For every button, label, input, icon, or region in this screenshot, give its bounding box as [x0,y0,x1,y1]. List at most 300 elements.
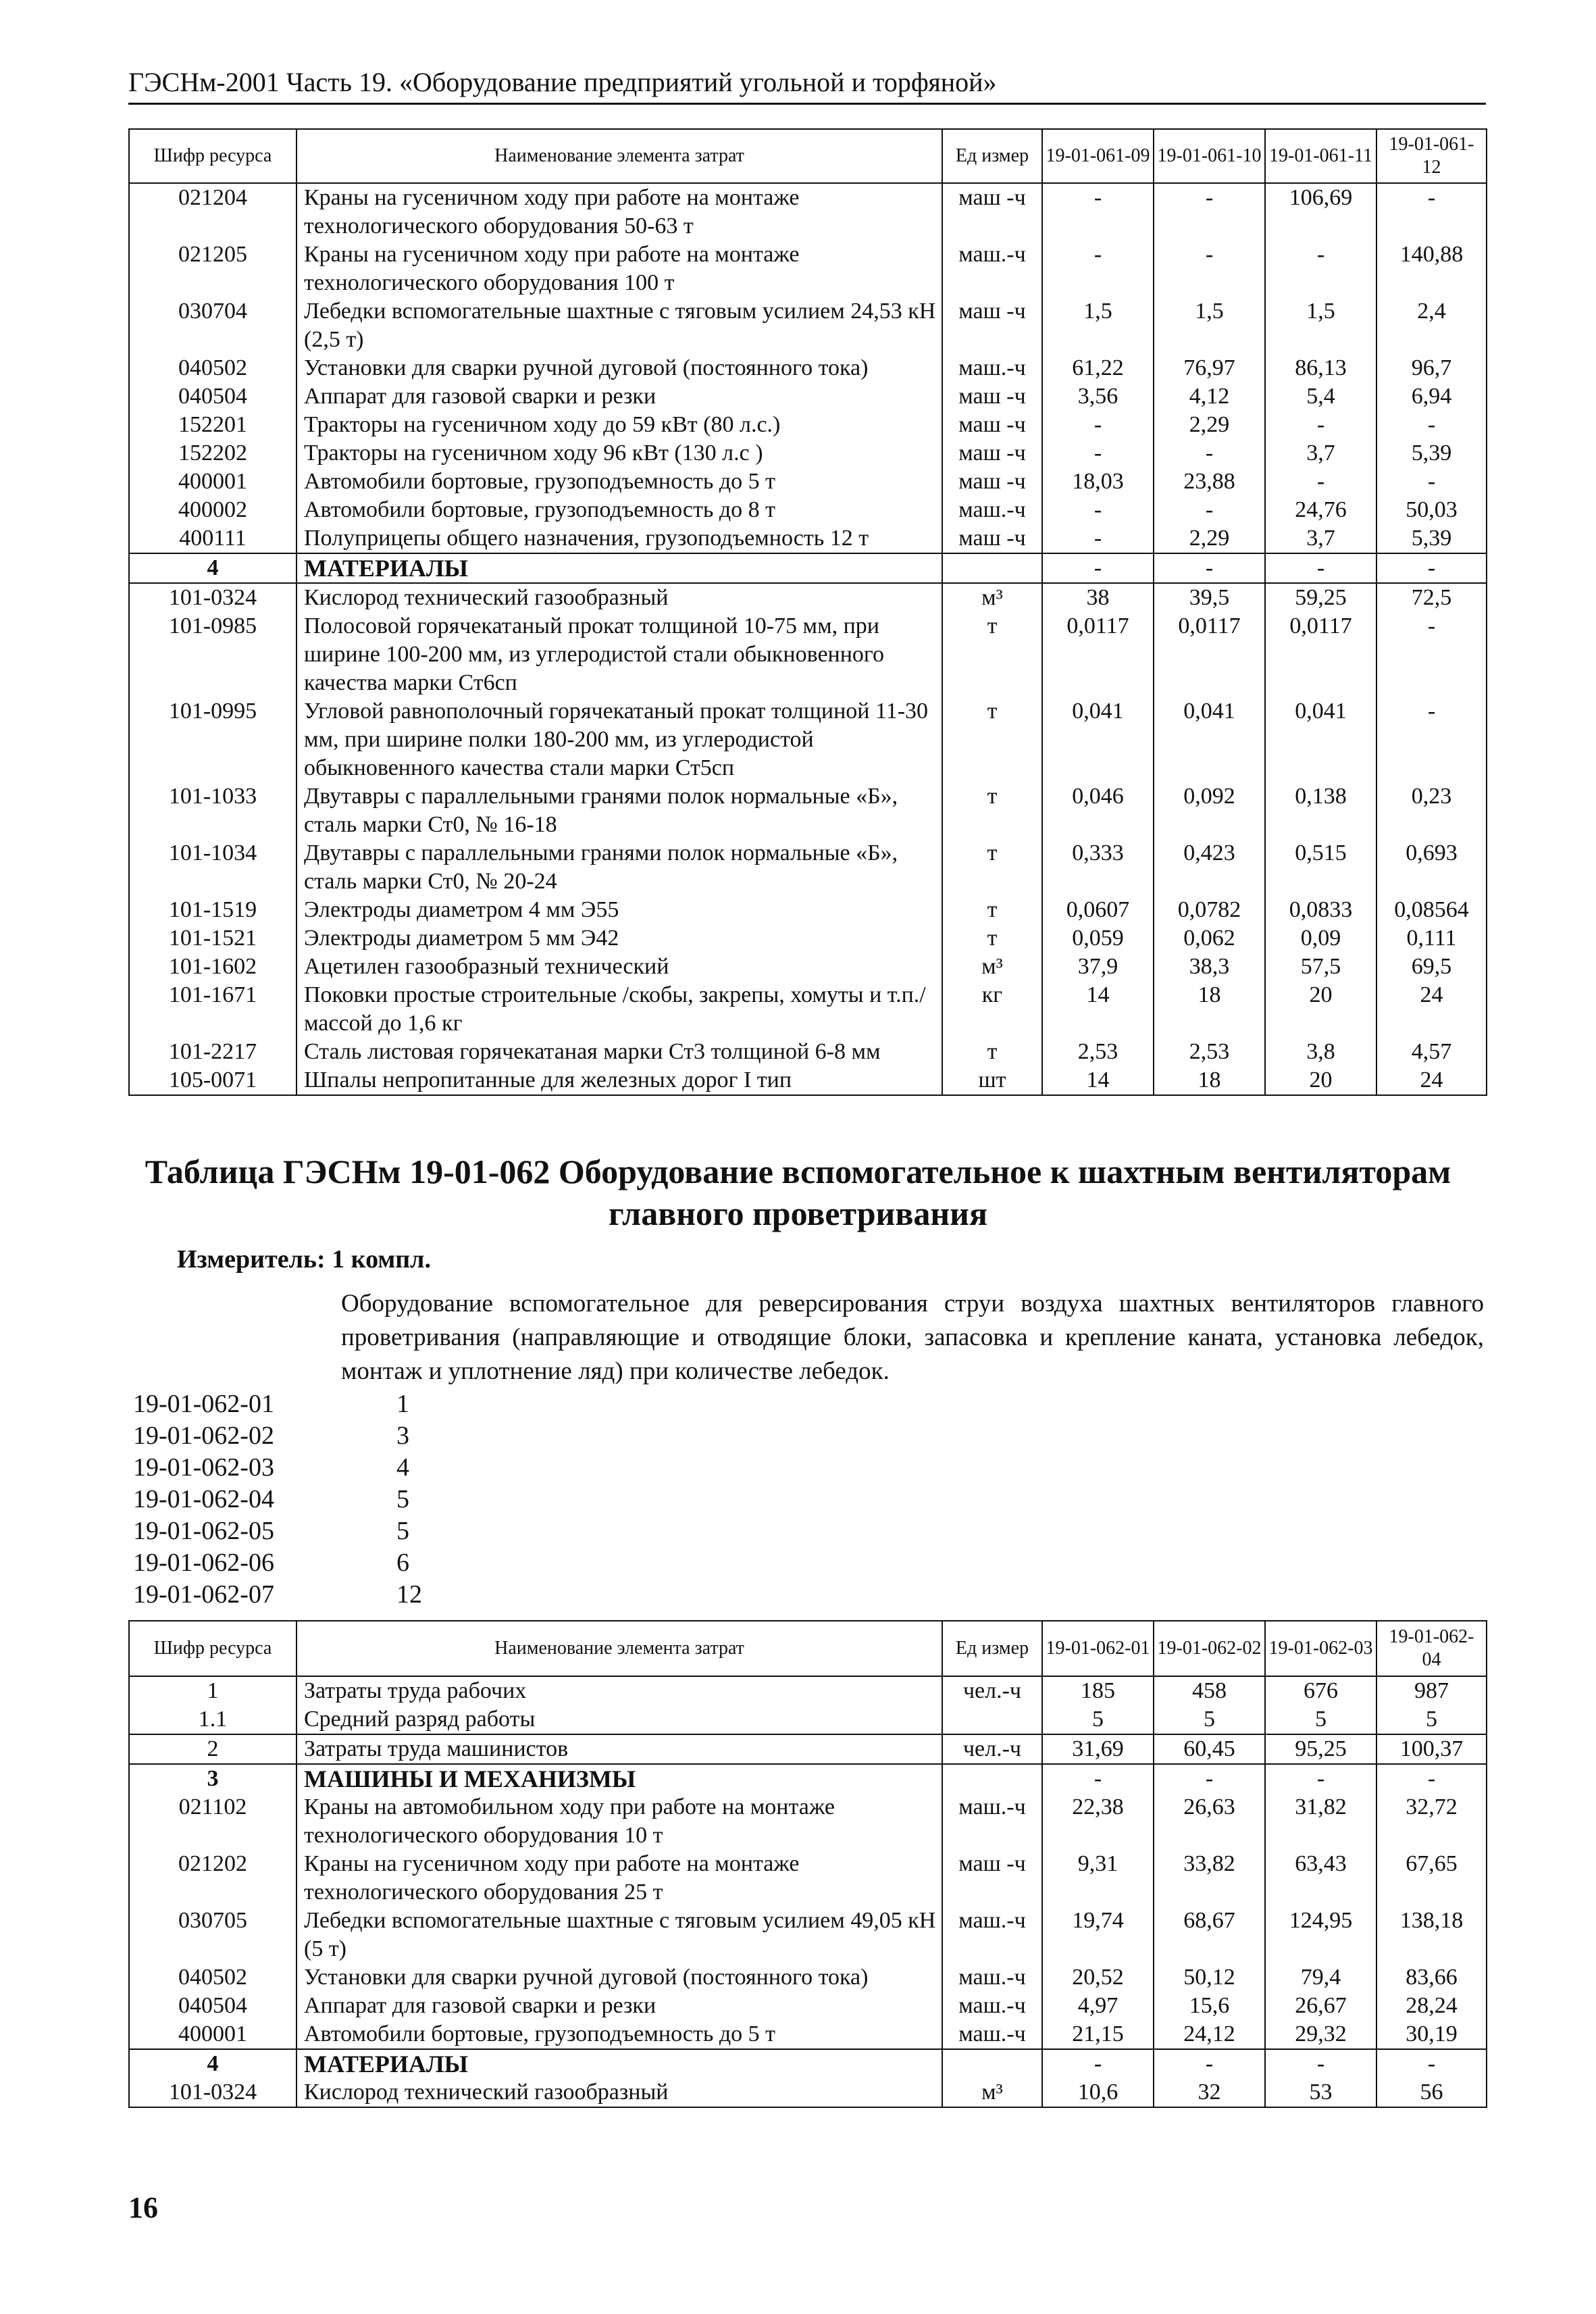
section-row [129,553,1487,583]
col-header-variant-4: 19-01-062-04 [1376,1621,1487,1676]
cell-name: Тракторы на гусеничном ходу до 59 кВт (80 л.с.) [297,411,942,439]
cell-code: 101-1034 [129,839,297,896]
cell-value-1: 0,0117 [1042,612,1154,697]
cell-value-1: - [1042,183,1154,241]
resource-table-061 [128,128,1487,1096]
cell-value-2: 0,041 [1154,697,1265,782]
cell-value-2: - [1154,439,1265,468]
page-number: 16 [128,2191,158,2224]
cell-value-1: 10,6 [1042,2078,1154,2107]
cell-code: 101-0324 [129,2078,297,2107]
cell-code: 040504 [129,382,297,411]
table-row [129,1963,1487,1992]
cell-value-3: 676 [1265,1676,1376,1705]
table-row [129,524,1487,553]
cell-value-4: 28,24 [1376,1992,1487,2020]
cell-value-1: - [1042,241,1154,297]
cell-value-2: 2,29 [1154,411,1265,439]
section-row [129,1764,1487,1793]
table-row [129,981,1487,1038]
cell-value-4: 0,23 [1376,782,1487,839]
table-header-row [129,129,1487,183]
cell-unit: маш -ч [942,468,1042,496]
table-row [129,1066,1487,1095]
cell-value-1: - [1042,1764,1154,1793]
cell-value-1: - [1042,2049,1154,2078]
cell-unit: маш.-ч [942,1992,1042,2020]
cell-value-4: - [1376,183,1487,241]
cell-value-2: 2,53 [1154,1038,1265,1066]
cell-value-2: 60,45 [1154,1734,1265,1764]
table-row [129,439,1487,468]
cell-value-3: - [1265,468,1376,496]
cell-value-1: 2,53 [1042,1038,1154,1066]
table-title-line-1: Таблица ГЭСНм 19-01-062 Оборудование вспомогательное к шахтным вентиляторам [145,1153,1451,1190]
table-row [129,411,1487,439]
cell-value-2: 458 [1154,1676,1265,1705]
cell-unit: чел.-ч [942,1734,1042,1764]
cell-value-3: - [1265,411,1376,439]
cell-value-3: 26,67 [1265,1992,1376,2020]
cell-value-2: 68,67 [1154,1907,1265,1963]
cell-unit: маш.-ч [942,1963,1042,1992]
cell-value-3: 0,09 [1265,924,1376,953]
cell-value-2: 18 [1154,981,1265,1038]
cell-value-4: - [1376,411,1487,439]
col-header-unit: Ед измер [942,1621,1042,1676]
col-header-name: Наименование элемента затрат [297,1621,942,1676]
cell-value-1: 1,5 [1042,297,1154,354]
cell-value-1: - [1042,496,1154,524]
table-row [129,1038,1487,1066]
meter-value: 1 компл. [332,1245,431,1274]
cell-value-1: 0,041 [1042,697,1154,782]
cell-unit: маш.-ч [942,2020,1042,2049]
cell-unit [942,1705,1042,1734]
variant-item [133,1484,422,1515]
cell-value-1: 21,15 [1042,2020,1154,2049]
cell-value-4: 2,4 [1376,297,1487,354]
cell-unit: маш.-ч [942,1907,1042,1963]
cell-value-1: 0,059 [1042,924,1154,953]
cell-value-3: 5 [1265,1705,1376,1734]
cell-value-4: 24 [1376,981,1487,1038]
cell-value-1: - [1042,524,1154,553]
table-row [129,496,1487,524]
variant-item [133,1452,422,1484]
cell-unit: т [942,612,1042,697]
cell-value-3: 0,515 [1265,839,1376,896]
cell-value-2: 33,82 [1154,1850,1265,1907]
cell-value-3: 0,0833 [1265,896,1376,924]
cell-value-1: 5 [1042,1705,1154,1734]
table-row [129,2078,1487,2107]
cell-value-2: 0,0117 [1154,612,1265,697]
cell-unit: м³ [942,2078,1042,2107]
cell-name: Тракторы на гусеничном ходу 96 кВт (130 л.с ) [297,439,942,468]
cell-value-3: 3,7 [1265,524,1376,553]
variant-item [133,1547,422,1579]
cell-value-4: 5,39 [1376,524,1487,553]
cell-value-1: 0,046 [1042,782,1154,839]
variant-value: 5 [396,1517,409,1545]
cell-code: 3 [129,1764,297,1793]
cell-value-2: 26,63 [1154,1793,1265,1850]
table-row [129,612,1487,697]
table-row [129,1850,1487,1907]
cell-code: 152201 [129,411,297,439]
cell-unit: маш -ч [942,524,1042,553]
cell-name: МАТЕРИАЛЫ [297,2049,942,2078]
cell-name: МАШИНЫ И МЕХАНИЗМЫ [297,1764,942,1793]
cell-unit: маш -ч [942,439,1042,468]
cell-unit [942,1764,1042,1793]
cell-value-4: 987 [1376,1676,1487,1705]
cell-unit: маш.-ч [942,1793,1042,1850]
col-header-code: Шифр ресурса [129,129,297,183]
table-row [129,1992,1487,2020]
variant-list [133,1388,422,1611]
cell-code: 030705 [129,1907,297,1963]
cell-value-3: 59,25 [1265,583,1376,612]
col-header-variant-3: 19-01-062-03 [1265,1621,1376,1676]
cell-value-4: 67,65 [1376,1850,1487,1907]
cell-value-4: 140,88 [1376,241,1487,297]
cell-value-4: - [1376,2049,1487,2078]
cell-value-2: - [1154,553,1265,583]
cell-value-1: 61,22 [1042,354,1154,382]
cell-name: Затраты труда рабочих [297,1676,942,1705]
col-header-code: Шифр ресурса [129,1621,297,1676]
cell-value-2: 32 [1154,2078,1265,2107]
cell-name: Сталь листовая горячекатаная марки Ст3 толщиной 6-8 мм [297,1038,942,1066]
cell-value-1: 18,03 [1042,468,1154,496]
cell-value-3: 20 [1265,1066,1376,1095]
col-header-name: Наименование элемента затрат [297,129,942,183]
cell-unit: т [942,924,1042,953]
cell-code: 105-0071 [129,1066,297,1095]
cell-unit: кг [942,981,1042,1038]
variant-value: 4 [396,1453,409,1482]
table-row [129,354,1487,382]
cell-value-3: 0,138 [1265,782,1376,839]
cell-name: Шпалы непропитанные для железных дорог I тип [297,1066,942,1095]
cell-code: 101-1521 [129,924,297,953]
table-row [129,839,1487,896]
cell-name: МАТЕРИАЛЫ [297,553,942,583]
cell-value-3: - [1265,553,1376,583]
cell-value-3: 57,5 [1265,953,1376,981]
cell-value-3: 124,95 [1265,1907,1376,1963]
variant-code: 19-01-062-03 [133,1453,274,1482]
cell-value-2: 0,062 [1154,924,1265,953]
table-row [129,468,1487,496]
cell-value-3: 86,13 [1265,354,1376,382]
table-row [129,896,1487,924]
cell-value-2: - [1154,183,1265,241]
cell-value-3: 31,82 [1265,1793,1376,1850]
cell-code: 021205 [129,241,297,297]
cell-value-3: 0,0117 [1265,612,1376,697]
cell-name: Лебедки вспомогательные шахтные с тяговым усилием 24,53 кН (2,5 т) [297,297,942,354]
cell-value-4: 24 [1376,1066,1487,1095]
cell-value-2: - [1154,2049,1265,2078]
cell-code: 101-0985 [129,612,297,697]
cell-value-1: 38 [1042,583,1154,612]
cell-name: Краны на автомобильном ходу при работе на монтаже технологического оборудования 10 т [297,1793,942,1850]
cell-value-4: 5,39 [1376,439,1487,468]
cell-code: 021204 [129,183,297,241]
cell-code: 040502 [129,1963,297,1992]
cell-unit: маш.-ч [942,241,1042,297]
cell-value-4: - [1376,697,1487,782]
col-header-variant-4: 19-01-061-12 [1376,129,1487,183]
cell-value-2: 24,12 [1154,2020,1265,2049]
col-header-variant-2: 19-01-061-10 [1154,129,1265,183]
cell-name: Кислород технический газообразный [297,2078,942,2107]
cell-value-4: - [1376,1764,1487,1793]
cell-code: 400001 [129,468,297,496]
cell-code: 4 [129,553,297,583]
cell-value-4: - [1376,553,1487,583]
cell-value-1: 185 [1042,1676,1154,1705]
cell-unit: т [942,697,1042,782]
cell-value-4: - [1376,612,1487,697]
cell-code: 040504 [129,1992,297,2020]
cell-name: Установки для сварки ручной дуговой (постоянного тока) [297,354,942,382]
cell-unit: маш -ч [942,411,1042,439]
cell-name: Средний разряд работы [297,1705,942,1734]
variant-value: 12 [396,1580,422,1609]
cell-unit: шт [942,1066,1042,1095]
resource-table-062 [128,1620,1487,2108]
cell-code: 400001 [129,2020,297,2049]
table-row [129,924,1487,953]
cell-unit: т [942,1038,1042,1066]
cell-name: Полуприцепы общего назначения, грузоподъемность 12 т [297,524,942,553]
cell-value-2: 50,12 [1154,1963,1265,1992]
cell-value-3: 63,43 [1265,1850,1376,1907]
cell-name: Поковки простые строительные /скобы, закрепы, хомуты и т.п./ массой до 1,6 кг [297,981,942,1038]
cell-value-4: 0,111 [1376,924,1487,953]
cell-code: 101-2217 [129,1038,297,1066]
cell-name: Автомобили бортовые, грузоподъемность до 5 т [297,468,942,496]
cell-unit: маш -ч [942,1850,1042,1907]
variant-value: 1 [396,1390,409,1418]
table-row [129,782,1487,839]
cell-value-2: 2,29 [1154,524,1265,553]
cell-value-2: - [1154,1764,1265,1793]
table-row [129,1907,1487,1963]
cell-value-4: 72,5 [1376,583,1487,612]
cell-code: 152202 [129,439,297,468]
table-row [129,1734,1487,1764]
cell-value-3: 29,32 [1265,2020,1376,2049]
col-header-variant-3: 19-01-061-11 [1265,129,1376,183]
cell-value-3: - [1265,2049,1376,2078]
cell-name: Краны на гусеничном ходу при работе на монтаже технологического оборудования 50-63 т [297,183,942,241]
cell-value-2: 1,5 [1154,297,1265,354]
cell-value-2: 0,092 [1154,782,1265,839]
cell-unit: чел.-ч [942,1676,1042,1705]
cell-unit: маш -ч [942,183,1042,241]
cell-value-3: 3,7 [1265,439,1376,468]
table-row [129,382,1487,411]
cell-code: 1.1 [129,1705,297,1734]
table-title-line-2: главного проветривания [608,1194,987,1232]
cell-name: Аппарат для газовой сварки и резки [297,382,942,411]
cell-value-4: 6,94 [1376,382,1487,411]
cell-code: 101-1519 [129,896,297,924]
cell-value-1: 0,333 [1042,839,1154,896]
cell-name: Двутавры с параллельными гранями полок нормальные «Б», сталь марки Ст0, № 16-18 [297,782,942,839]
cell-value-2: 38,3 [1154,953,1265,981]
cell-code: 101-0324 [129,583,297,612]
meter-label: Измеритель: [177,1245,326,1274]
section-row [129,2049,1487,2078]
variant-item [133,1579,422,1611]
cell-value-4: 0,08564 [1376,896,1487,924]
cell-value-2: 4,12 [1154,382,1265,411]
table-row [129,297,1487,354]
cell-value-4: 32,72 [1376,1793,1487,1850]
cell-code: 400111 [129,524,297,553]
cell-value-4: 69,5 [1376,953,1487,981]
meter-line [177,1244,431,1274]
cell-code: 1 [129,1676,297,1705]
variant-value: 5 [396,1485,409,1513]
cell-value-3: 1,5 [1265,297,1376,354]
cell-value-1: 3,56 [1042,382,1154,411]
cell-name: Аппарат для газовой сварки и резки [297,1992,942,2020]
cell-code: 021202 [129,1850,297,1907]
cell-value-3: 5,4 [1265,382,1376,411]
cell-unit [942,2049,1042,2078]
cell-name: Полосовой горячекатаный прокат толщиной 10-75 мм, при ширине 100-200 мм, из углеродистой стали обыкновенного качества марки Ст6сп [297,612,942,697]
cell-value-4: 138,18 [1376,1907,1487,1963]
cell-value-4: 4,57 [1376,1038,1487,1066]
cell-name: Лебедки вспомогательные шахтные с тяговым усилием 49,05 кН (5 т) [297,1907,942,1963]
cell-name: Установки для сварки ручной дуговой (постоянного тока) [297,1963,942,1992]
cell-code: 021102 [129,1793,297,1850]
cell-unit: т [942,839,1042,896]
cell-value-2: 18 [1154,1066,1265,1095]
cell-value-4: 83,66 [1376,1963,1487,1992]
cell-unit: маш -ч [942,382,1042,411]
cell-name: Угловой равнополочный горячекатаный прокат толщиной 11-30 мм, при ширине полки 180-200 мм, из углеродистой обыкновенного качества стали марки Ст5сп [297,697,942,782]
cell-value-1: - [1042,553,1154,583]
cell-name: Электроды диаметром 4 мм Э55 [297,896,942,924]
variant-item [133,1515,422,1547]
cell-value-1: 14 [1042,981,1154,1038]
cell-value-4: 50,03 [1376,496,1487,524]
cell-value-3: 95,25 [1265,1734,1376,1764]
cell-value-1: 0,0607 [1042,896,1154,924]
cell-code: 4 [129,2049,297,2078]
variant-item [133,1420,422,1452]
cell-code: 2 [129,1734,297,1764]
col-header-variant-1: 19-01-062-01 [1042,1621,1154,1676]
cell-value-1: - [1042,439,1154,468]
table-row [129,241,1487,297]
cell-code: 101-0995 [129,697,297,782]
col-header-variant-1: 19-01-061-09 [1042,129,1154,183]
cell-value-4: 96,7 [1376,354,1487,382]
cell-unit: маш.-ч [942,496,1042,524]
table-row [129,2020,1487,2049]
table-row [129,183,1487,241]
cell-value-3: 106,69 [1265,183,1376,241]
variant-item [133,1388,422,1420]
cell-code: 030704 [129,297,297,354]
cell-value-1: 37,9 [1042,953,1154,981]
cell-name: Затраты труда машинистов [297,1734,942,1764]
cell-value-2: 39,5 [1154,583,1265,612]
header-rule [128,103,1486,105]
table-row [129,583,1487,612]
cell-name: Ацетилен газообразный технический [297,953,942,981]
variant-value: 3 [396,1422,409,1450]
table-row [129,697,1487,782]
cell-value-3: 0,041 [1265,697,1376,782]
cell-value-3: 53 [1265,2078,1376,2107]
cell-value-1: 9,31 [1042,1850,1154,1907]
cell-value-2: - [1154,241,1265,297]
cell-unit [942,553,1042,583]
variant-code: 19-01-062-04 [133,1485,274,1513]
table-row [129,1676,1487,1705]
cell-code: 400002 [129,496,297,524]
variant-code: 19-01-062-06 [133,1549,274,1577]
cell-unit: м³ [942,953,1042,981]
cell-value-4: - [1376,468,1487,496]
cell-value-4: 0,693 [1376,839,1487,896]
cell-value-2: - [1154,496,1265,524]
cell-value-4: 100,37 [1376,1734,1487,1764]
cell-value-3: - [1265,1764,1376,1793]
cell-value-1: 20,52 [1042,1963,1154,1992]
cell-unit: т [942,896,1042,924]
cell-unit: маш.-ч [942,354,1042,382]
table-row [129,953,1487,981]
cell-value-3: 79,4 [1265,1963,1376,1992]
cell-value-2: 0,0782 [1154,896,1265,924]
table-header-row [129,1621,1487,1676]
cell-code: 101-1602 [129,953,297,981]
table-row [129,1705,1487,1734]
cell-unit: маш -ч [942,297,1042,354]
cell-value-3: - [1265,241,1376,297]
cell-name: Краны на гусеничном ходу при работе на монтаже технологического оборудования 100 т [297,241,942,297]
cell-value-2: 23,88 [1154,468,1265,496]
cell-name: Двутавры с параллельными гранями полок нормальные «Б», сталь марки Ст0, № 20-24 [297,839,942,896]
variant-code: 19-01-062-05 [133,1517,274,1545]
table-row [129,1793,1487,1850]
page-header: ГЭСНм-2001 Часть 19. «Оборудование предприятий угольной и торфяной» [128,67,997,97]
cell-code: 101-1671 [129,981,297,1038]
cell-value-1: 19,74 [1042,1907,1154,1963]
cell-value-2: 15,6 [1154,1992,1265,2020]
cell-value-1: 4,97 [1042,1992,1154,2020]
cell-name: Автомобили бортовые, грузоподъемность до 5 т [297,2020,942,2049]
cell-name: Электроды диаметром 5 мм Э42 [297,924,942,953]
cell-value-1: - [1042,411,1154,439]
cell-name: Автомобили бортовые, грузоподъемность до 8 т [297,496,942,524]
cell-value-2: 0,423 [1154,839,1265,896]
cell-name: Кислород технический газообразный [297,583,942,612]
variant-value: 6 [396,1549,409,1577]
variant-code: 19-01-062-07 [133,1580,274,1609]
